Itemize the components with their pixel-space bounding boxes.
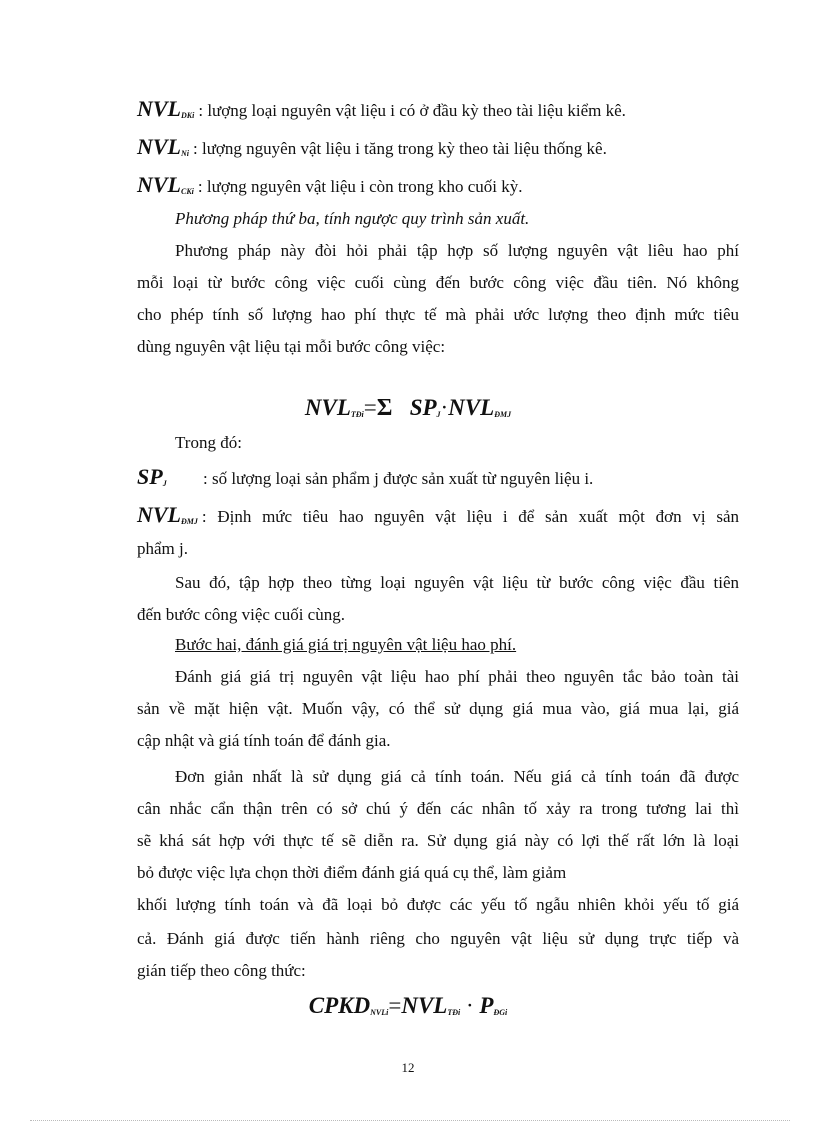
page-bottom-divider — [30, 1120, 790, 1121]
step2-heading-wrap — [175, 633, 739, 657]
paragraph-line: Đánh giá giá trị nguyên vật liệu hao phí phải theo nguyên tắc bảo toàn tài — [175, 667, 739, 686]
symbol: $NVL_{CKi}$ — [137, 172, 194, 197]
paragraph-line: cập nhật và giá tính toán để đánh gia. — [137, 731, 391, 750]
definition-text: : lượng loại nguyên vật liệu i có ở đầu kỳ theo tài liệu kiểm kê. — [198, 101, 626, 120]
definition-text: : Định mức tiêu hao nguyên vật liệu i để sản xuất một đơn vị sản — [201, 507, 739, 526]
paragraph-line: Đơn giản nhất là sử dụng giá cả tính toán. Nếu giá cả tính toán đã được — [175, 767, 739, 786]
symbol: $NVL_{Ni}$ — [137, 134, 189, 159]
definition-sp-j — [137, 464, 739, 497]
formula-nvl-td: $NVL_{TĐi}=\Sigma$ $SP_J\cdot NVL_{ĐMJ}$ — [304, 395, 512, 421]
paragraph-line: sản về mặt hiện vật. Muốn vậy, có thể sử dụng giá mua vào, giá mua lại, giá — [137, 699, 739, 718]
paragraph-line: dùng nguyên vật liệu tại mỗi bước công việc: — [137, 337, 446, 356]
formula-cpkd: $CPKD_{NVLi}=NVL_{TĐi} \cdot P_{ĐGi}$ — [308, 993, 508, 1018]
definition-nvl-ni — [137, 134, 739, 167]
paragraph-line: bỏ được việc lựa chọn thời điểm đánh giá quá cụ thể, làm giảm — [137, 863, 567, 882]
step2-heading: Bước hai, đánh giá giá trị nguyên vật liệu hao phí. — [175, 635, 517, 654]
paragraph-line: mỗi loại từ bước công việc cuối cùng đến bước công việc đầu tiên. Nó không — [137, 273, 739, 292]
paragraph-line: cho phép tính số lượng hao phí thực tế mà phải ước lượng theo định mức tiêu — [137, 305, 739, 324]
paragraph-line: sẽ khá sát hợp với thực tế sẽ diễn ra. Sử dụng giá này có lợi thế rất lớn là loại — [137, 831, 739, 850]
definition-nvl-dmj — [137, 502, 739, 535]
symbol: $NVL_{ĐMJ}$ — [137, 502, 198, 527]
symbol: $SP_J$ — [137, 464, 167, 489]
definition-text: : lượng nguyên vật liệu i tăng trong kỳ theo tài liệu thống kê. — [193, 139, 607, 158]
paragraph-line: Phương pháp này đòi hỏi phải tập hợp số lượng nguyên vật liêu hao phí — [175, 241, 739, 260]
paragraph-line: cân nhắc cẩn thận trên có sở chú ý đến các nhân tố xảy ra trong tương lai thì — [137, 799, 739, 818]
page-number: 12 — [401, 1060, 415, 1075]
paragraph-line: gián tiếp theo công thức: — [137, 961, 306, 980]
method-heading: Phương pháp thứ ba, tính ngược quy trình sản xuất. — [175, 209, 530, 228]
paragraph-line: cả. Đánh giá được tiến hành riêng cho nguyên vật liệu sử dụng trực tiếp và — [137, 929, 739, 948]
paragraph-line: đến bước công việc cuối cùng. — [137, 605, 345, 624]
paragraph-line: Sau đó, tập hợp theo từng loại nguyên vật liệu từ bước công việc đầu tiên — [175, 573, 739, 592]
symbol: $NVL_{DKi}$ — [137, 96, 195, 121]
definition-nvl-dki — [137, 96, 739, 129]
definition-continuation: phẩm j. — [137, 539, 188, 558]
definition-text: : số lượng loại sản phẩm j được sản xuất từ nguyên liệu i. — [203, 469, 594, 488]
definition-text: : lượng nguyên vật liệu i còn trong kho cuối kỳ. — [197, 177, 523, 196]
paragraph-line: khối lượng tính toán và đã loại bỏ được các yếu tố ngẫu nhiên khỏi yếu tố giá — [137, 895, 739, 914]
definition-nvl-cki — [137, 172, 739, 205]
where-label: Trong đó: — [175, 433, 242, 452]
